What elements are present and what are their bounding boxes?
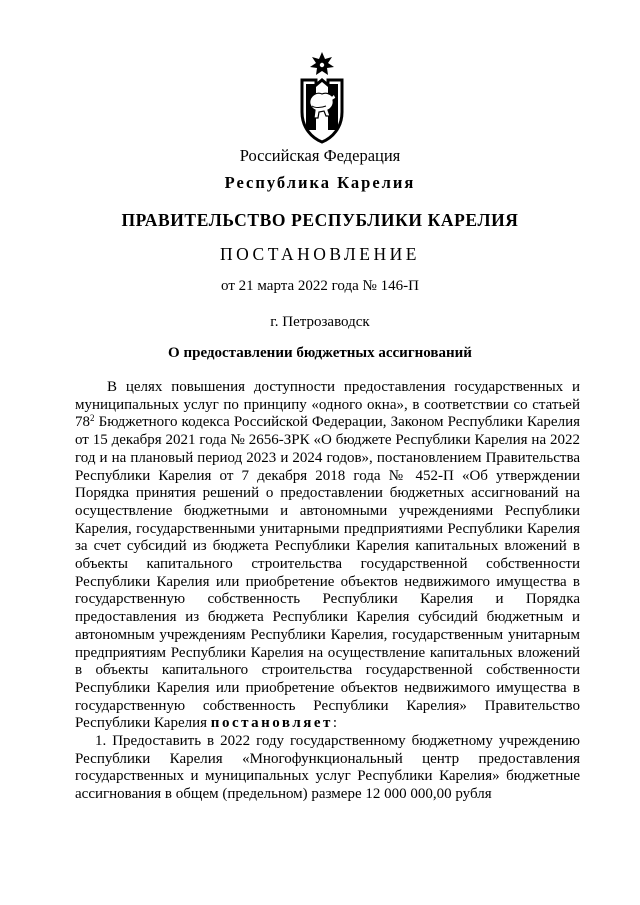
city: г. Петрозаводск [270, 314, 370, 330]
date-and-number: от 21 марта 2022 года № 146-П [221, 278, 419, 294]
article-superscript: 2 [90, 413, 95, 424]
country-name: Российская Федерация [239, 146, 401, 165]
resolves-colon: : [332, 715, 338, 732]
coat-of-arms-icon [296, 50, 348, 150]
resolves-word: постановляет [210, 715, 333, 732]
preamble-rest: Бюджетного кодекса Российской Федерации, Законом Республики Карелия от 15 декабря 2021 года № 2656-ЗРК «О бюджете Республики Карелия на 2022 год и на плановый период 2023 и 2024 годов», постановлением Правительства Республики Карелия от 7 декабря 2018 года № 452-П «Об утверждении Порядка принятия решений о предоставлении бюджетных ассигнований на осуществление бюджетными и автономными учреждениями Республики Карелия, государственными унитарными предприятиями Республики Карелия за счет субсидий из бюджета Республики Карелия капитальных вложений в объекты капитального строительства государственной собственности Республики Карелия или приобретение объектов недвижимого имущества в государственную собственность Республики Карелия и Порядка предоставления из бюджета Республики Карелия субсидий бюджетным и автономным учреждениям Республики Карелия, государственным унитарным предприятиям Республики Карелия на осуществление капитальных вложений в объекты капитального строительства государственной собственности Республики Карелия или приобретение объектов недвижимого имущества в государственную собственность Республики Карелия» Правительство Республики Карелия [75, 414, 580, 732]
paragraph-item-1: 1. Предоставить в 2022 году государственному бюджетному учреждению Республики Карелия «Многофункциональный центр предоставления государственных и муниципальных услуг Республики Карелия» бюджетные ассигнования в общем (предельном) размере 12 000 000,00 рубля [75, 733, 580, 803]
paragraph-preamble [75, 379, 580, 733]
republic-name: Республика Карелия [224, 173, 416, 192]
government-title: ПРАВИТЕЛЬСТВО РЕСПУБЛИКИ КАРЕЛИЯ [121, 210, 519, 230]
preamble-start: В целях повышения доступности предоставления государственных и муниципальных услуг по принципу «одного окна», в соответствии со статьей 78 [75, 379, 580, 431]
document-body [75, 379, 580, 804]
document-subject: О предоставлении бюджетных ассигнований [168, 345, 472, 361]
document-type: ПОСТАНОВЛЕНИЕ [220, 244, 420, 264]
